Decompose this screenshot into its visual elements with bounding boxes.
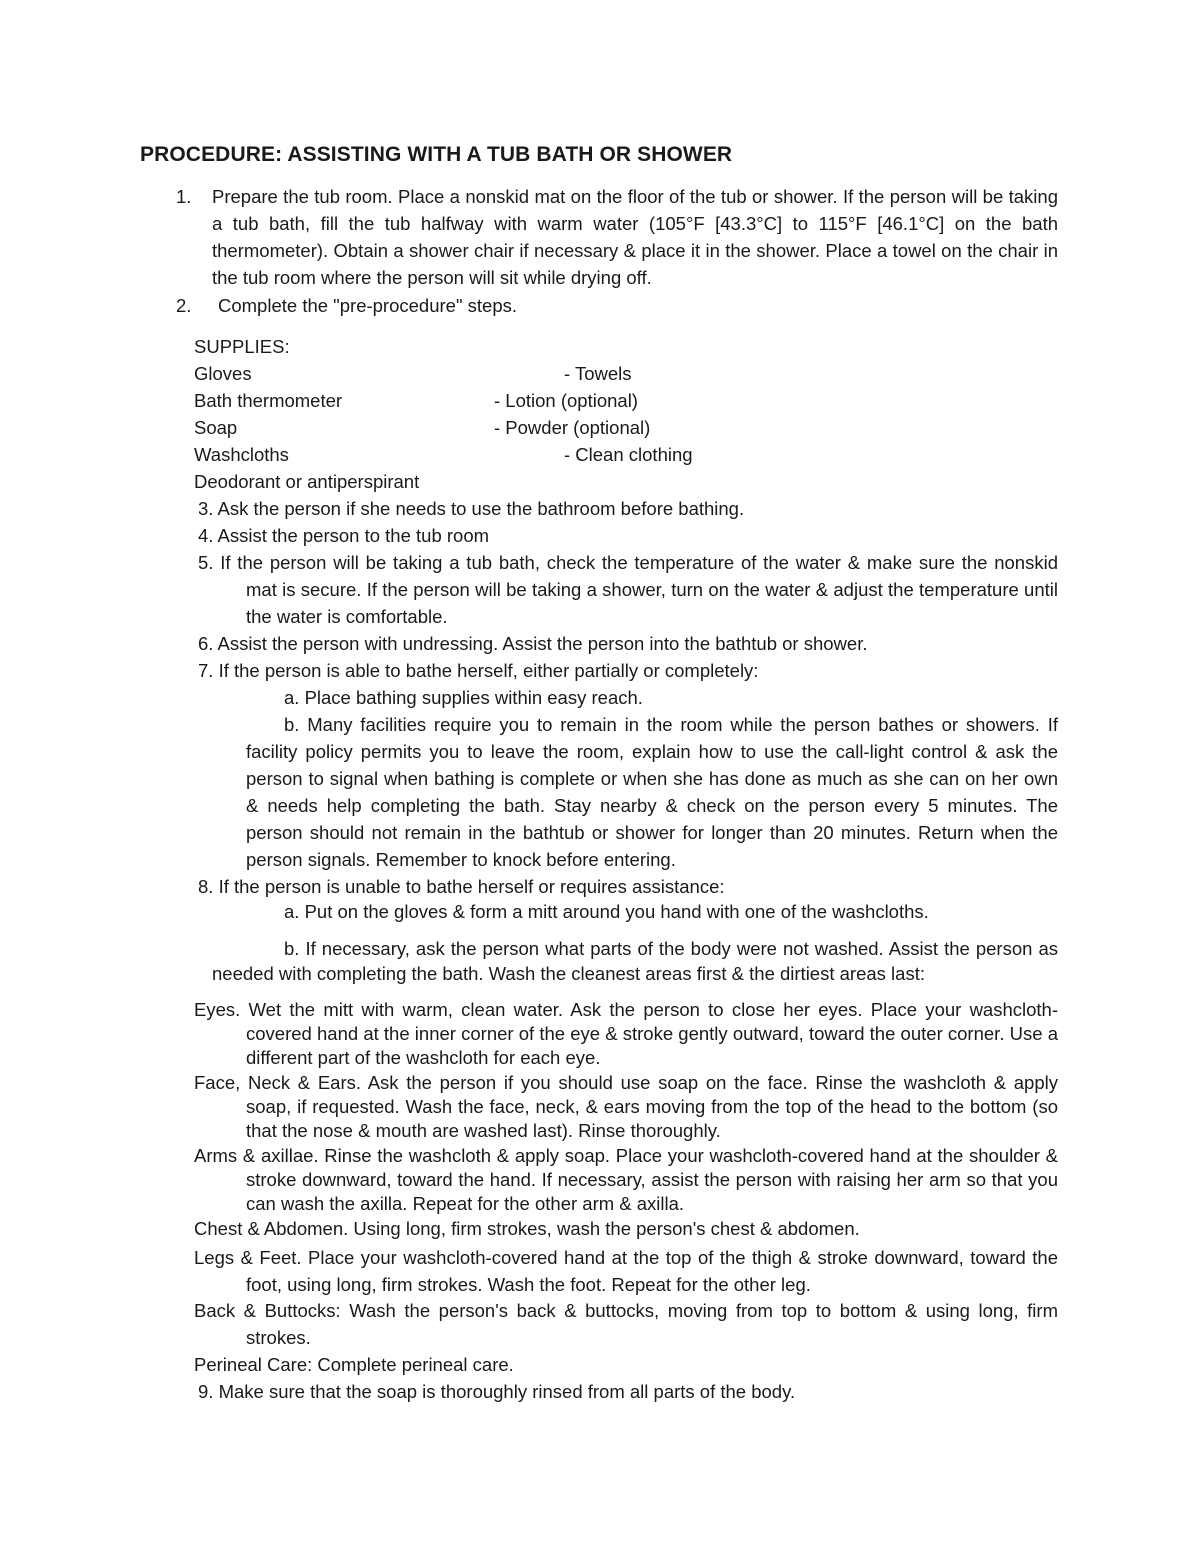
step-4: 4. Assist the person to the tub room <box>198 525 490 546</box>
step-8-b: b. If necessary, ask the person what parts of the body were not washed. Assist the person as needed with completing the bath. Wash the cleanest areas first & the dirtiest areas last: <box>212 938 1058 984</box>
supply-item: Gloves <box>194 363 252 384</box>
body-part-legs: Legs & Feet. Place your washcloth-covered hand at the top of the thigh & stroke downward, toward the foot, using long, firm strokes. Wash the foot. Repeat for the other leg. <box>194 1247 1058 1295</box>
body-part-face: Face, Neck & Ears. Ask the person if you should use soap on the face. Rinse the washcloth & apply soap, if requested. Wash the face, neck, & ears moving from the top of the head to the bottom (so that the nose & mouth are washed last). Rinse thoroughly. <box>194 1072 1058 1141</box>
supply-item: Bath thermometer <box>194 390 343 411</box>
step-8: 8. If the person is unable to bathe herself or requires assistance: <box>198 876 725 897</box>
step-2-number: 2. <box>176 295 192 316</box>
step-2-text: Complete the "pre-procedure" steps. <box>218 295 518 316</box>
step-7: 7. If the person is able to bathe herself, either partially or completely: <box>198 660 759 681</box>
body-part-back: Back & Buttocks: Wash the person's back & buttocks, moving from top to bottom & using long, firm strokes. <box>194 1300 1058 1348</box>
page-title: PROCEDURE: ASSISTING WITH A TUB BATH OR SHOWER <box>140 143 733 166</box>
supplies-heading: SUPPLIES: <box>194 336 290 357</box>
body-part-perineal: Perineal Care: Complete perineal care. <box>194 1354 514 1375</box>
step-8-a: a. Put on the gloves & form a mitt around you hand with one of the washcloths. <box>284 901 929 922</box>
step-7-b: b. Many facilities require you to remain in the room while the person bathes or showers. If facility policy permits you to leave the room, explain how to use the call-light control & ask the person to signal when bathing is complete or when she has done as much as she can on her own & needs help completing the bath. Stay nearby & check on the person every 5 minutes. The person should not remain in the bathtub or shower for longer than 20 minutes. Return when the person signals. Remember to knock before entering. <box>246 714 1058 870</box>
step-1-text: Prepare the tub room. Place a nonskid mat on the floor of the tub or shower. If the person will be taking a tub bath, fill the tub halfway with warm water (105°F [43.3°C] to 115°F [46.1°C] on the bath thermometer). Obtain a shower chair if necessary & place it in the shower. Place a towel on the chair in the tub room where the person will sit while drying off. <box>212 186 1058 288</box>
step-7-a: a. Place bathing supplies within easy reach. <box>284 687 643 708</box>
supply-item: - Towels <box>564 363 632 384</box>
body-part-arms: Arms & axillae. Rinse the washcloth & apply soap. Place your washcloth-covered hand at the shoulder & stroke downward, toward the hand. If necessary, assist the person with raising her arm so that you can wash the axilla. Repeat for the other arm & axilla. <box>194 1145 1058 1214</box>
supply-item: Soap <box>194 417 238 438</box>
body-part-chest: Chest & Abdomen. Using long, firm strokes, wash the person's chest & abdomen. <box>194 1218 860 1239</box>
supply-item: - Powder (optional) <box>494 417 651 438</box>
step-6: 6. Assist the person with undressing. Assist the person into the bathtub or shower. <box>198 633 868 654</box>
supply-item: - Lotion (optional) <box>494 390 638 411</box>
supply-item: Washcloths <box>194 444 289 465</box>
supply-item: - Clean clothing <box>564 444 693 465</box>
step-3: 3. Ask the person if she needs to use the bathroom before bathing. <box>198 498 745 519</box>
supply-item: Deodorant or antiperspirant <box>194 471 420 492</box>
step-5: 5. If the person will be taking a tub bath, check the temperature of the water & make sure the nonskid mat is secure. If the person will be taking a shower, turn on the water & adjust the temperature until the water is comfortable. <box>198 552 1058 627</box>
step-9: 9. Make sure that the soap is thoroughly rinsed from all parts of the body. <box>198 1381 796 1402</box>
body-part-eyes: Eyes. Wet the mitt with warm, clean water. Ask the person to close her eyes. Place your washcloth-covered hand at the inner corner of the eye & stroke gently outward, toward the outer corner. Use a different part of the washcloth for each eye. <box>194 999 1058 1068</box>
step-1-number: 1. <box>176 186 192 207</box>
